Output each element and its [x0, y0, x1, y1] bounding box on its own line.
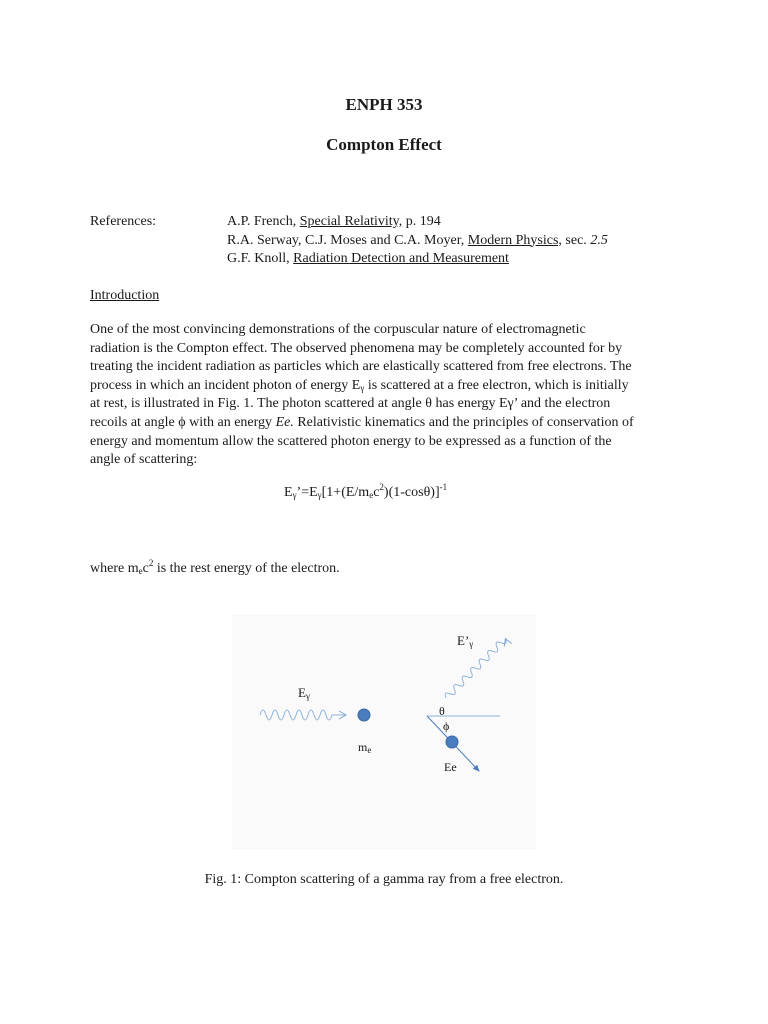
- compton-equation: $E_\gamma’=E_\gamma[1+(E/m_ec^2)(1-\cos\theta)]^{-1}$: [284, 482, 448, 500]
- intro-line: treating the incident radiation as particles which are elastically scattered from free electrons. The: [90, 359, 632, 375]
- label-me: $m_e$: [358, 740, 372, 755]
- reference-2: R.A. Serway, C.J. Moses and C.A. Moyer, Modern Physics, sec. 2.5: [227, 232, 608, 248]
- label-phi: ϕ: [443, 719, 450, 733]
- scattered-photon-wave: [444, 636, 508, 700]
- electron-at-rest: [358, 709, 370, 721]
- course-code: ENPH 353: [345, 95, 423, 114]
- page-title: Compton Effect: [326, 135, 442, 154]
- compton-diagram: [232, 614, 536, 850]
- label-e-gamma-prime: $E’_\gamma$: [457, 633, 474, 649]
- label-theta: θ: [439, 704, 445, 718]
- rest-energy-note: where $m_ec^2$ is the rest energy of the electron.: [90, 558, 340, 576]
- compton-scattering-figure: [232, 614, 536, 850]
- references-label: References:: [90, 214, 157, 229]
- section-heading-introduction: Introduction: [90, 288, 160, 303]
- intro-line: energy and momentum allow the scattered photon energy to be expressed as a function of the: [90, 433, 612, 449]
- reference-2-link[interactable]: Modern Physics,: [467, 232, 562, 248]
- reference-3: G.F. Knoll, Radiation Detection and Measurement: [227, 251, 509, 267]
- reference-3-link[interactable]: Radiation Detection and Measurement: [293, 251, 509, 267]
- intro-line: radiation is the Compton effect. The observed phenomena may be completely accounted for by: [90, 340, 623, 356]
- intro-line: recoils at angle ϕ with an energy Ee. Relativistic kinematics and the principles of conservation of: [90, 414, 634, 430]
- intro-line: angle of scattering:: [90, 452, 198, 468]
- intro-paragraph: [90, 321, 690, 470]
- reference-1: A.P. French, Special Relativity, p. 194: [227, 214, 441, 229]
- label-ee: Ee: [444, 760, 457, 774]
- figure-caption: Fig. 1: Compton scattering of a gamma ray from a free electron.: [204, 872, 564, 887]
- incident-photon-wave: [260, 710, 346, 720]
- intro-line: at rest, is illustrated in Fig. 1. The photon scattered at angle θ has energy Eγ’ and the electron: [90, 396, 611, 412]
- intro-line: process in which an incident photon of energy $E_\gamma$ is scattered at a free electron, which is initially: [90, 377, 629, 393]
- intro-line: One of the most convincing demonstrations of the corpuscular nature of electromagnetic: [90, 322, 586, 337]
- recoil-electron: [446, 736, 458, 748]
- label-e-gamma: $E_\gamma$: [298, 685, 310, 701]
- reference-1-link[interactable]: Special Relativity,: [299, 214, 403, 229]
